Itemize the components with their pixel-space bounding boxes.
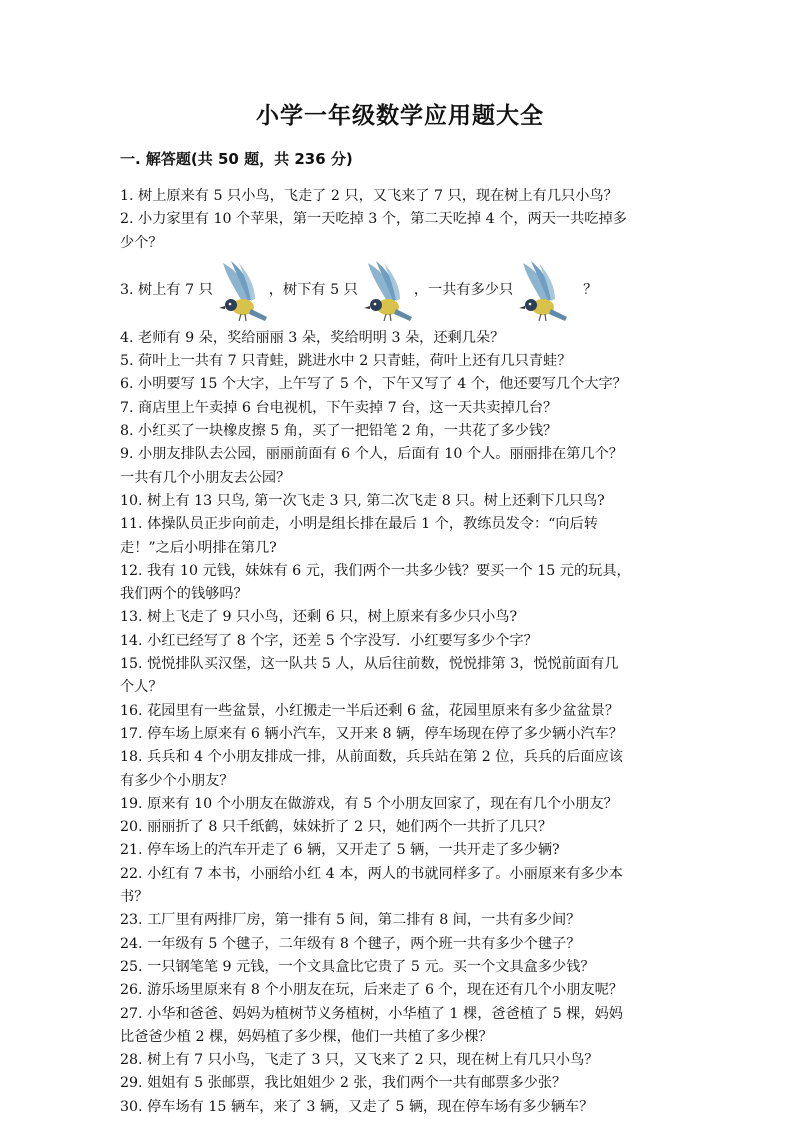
bird-icon [213,257,269,325]
question-3 [120,255,690,327]
question-3-part-1: 3. 树上有 7 只 [120,282,213,299]
question-16: 16. 花园里有一些盆景，小红搬走一半后还剩 6 盆，花园里原来有多少盆盆景？ [120,702,620,719]
question-2-line-1: 2. 小力家里有 10 个苹果，第一天吃掉 3 个，第二天吃掉 4 个，两天一共吃掉多 [120,211,627,228]
question-11-line-2: 走！”之后小明排在第几? [120,539,277,556]
question-list [120,185,690,1119]
question-13: 13. 树上飞走了 9 只小鸟，还剩 6 只，树上原来有多少只小鸟? [120,609,518,626]
question-20: 20. 丽丽折了 8 只千纸鹤，妹妹折了 2 只，她们两个一共折了几只？ [120,819,553,836]
question-9-line-2: 一共有几个小朋友去公园？ [120,469,291,486]
question-25: 25. 一只钢笔笔 9 元钱，一个文具盒比它贵了 5 元。买一个文具盒多少钱？ [120,958,595,975]
question-18-line-2: 有多少个小朋友？ [120,772,234,789]
question-27-line-2: 比爸爸少植 2 棵，妈妈植了多少棵，他们一共植了多少棵？ [120,1028,493,1045]
question-23: 23. 工厂里有两排厂房，第一排有 5 间，第二排有 8 间，一共有多少间？ [120,912,581,929]
question-12-line-2: 我们两个的钱够吗？ [120,586,248,603]
question-22-line-1: 22. 小红有 7 本书，小丽给小红 4 本，两人的书就同样多了。小丽原来有多少本 [120,865,623,882]
section-heading: 一. 解答题(共 50 题，共 236 分) [120,150,353,168]
question-24: 24. 一年级有 5 个毽子，二年级有 8 个毽子，两个班一共有多少个毽子？ [120,935,581,952]
question-3-part-3: ，一共有多少只 [413,282,514,299]
question-14: 14. 小红已经写了 8 个字，还差 5 个字没写．小红要写多少个字？ [120,632,538,649]
question-10: 10. 树上有 13 只鸟, 第一次飞走 3 只, 第二次飞走 8 只。树上还剩下几只鸟? [120,492,605,509]
question-17: 17. 停车场上原来有 6 辆小汽车，又开来 8 辆，停车场现在停了多少辆小汽车？ [120,725,623,742]
question-26: 26. 游乐场里原来有 8 个小朋友在玩，后来走了 6 个，现在还有几个小朋友呢？ [120,982,623,999]
question-2-line-2: 少个？ [120,234,163,251]
question-5: 5. 荷叶上一共有 7 只青蛙，跳进水中 2 只青蛙，荷叶上还有几只青蛙？ [120,353,572,370]
question-11-line-1: 11. 体操队员正步向前走，小明是组长排在最后 1 个，教练员发令：“向后转 [120,516,598,533]
question-22-line-2: 书？ [120,889,149,906]
question-28: 28. 树上有 7 只小鸟，飞走了 3 只，又飞来了 2 只，现在树上有几只小鸟？ [120,1052,599,1069]
question-7: 7. 商店里上午卖掉 6 台电视机，下午卖掉 7 台，这一天共卖掉几台？ [120,399,558,416]
question-9-line-1: 9. 小朋友排队去公园，丽丽前面有 6 个人，后面有 10 个人。丽丽排在第几个？ [120,446,623,463]
bird-icon [358,257,414,325]
question-12-line-1: 12. 我有 10 元钱，妹妹有 6 元，我们两个一共多少钱？要买一个 15 元的玩具， [120,562,631,579]
question-29: 29. 姐姐有 5 张邮票，我比姐姐少 2 张，我们两个一共有邮票多少张？ [120,1075,567,1092]
question-1: 1. 树上原来有 5 只小鸟，飞走了 2 只，又飞来了 7 只，现在树上有几只小鸟？ [120,188,618,204]
question-3-part-2: ，树下有 5 只 [268,282,358,299]
question-8: 8. 小红买了一块橡皮擦 5 角，买了一把铅笔 2 角，一共花了多少钱？ [120,423,558,440]
bird-icon [513,257,569,325]
question-19: 19. 原来有 10 个小朋友在做游戏，有 5 个小朋友回家了，现在有几个小朋友？ [120,795,618,812]
question-21: 21. 停车场上的汽车开走了 6 辆，又开走了 5 辆，一共开走了多少辆? [120,842,560,859]
question-30: 30. 停车场有 15 辆车，来了 3 辆，又走了 5 辆，现在停车场有多少辆车？ [120,1098,594,1115]
question-15-line-2: 个人？ [120,679,163,696]
question-18-line-1: 18. 兵兵和 4 个小朋友排成一排，从前面数，兵兵站在第 2 位，兵兵的后面应该 [120,749,623,766]
question-6: 6. 小明要写 15 个大字，上午写了 5 个，下午又写了 4 个，他还要写几个大字？ [120,376,627,393]
question-15-line-1: 15. 悦悦排队买汉堡，这一队共 5 人，从后往前数，悦悦排第 3，悦悦前面有几 [120,656,619,673]
question-3-part-4: ？ [583,282,598,299]
question-27-line-1: 27. 小华和爸爸、妈妈为植树节义务植树，小华植了 1 棵，爸爸植了 5 棵，妈妈 [120,1005,623,1022]
page-title: 小学一年级数学应用题大全 [256,103,544,129]
question-4: 4. 老师有 9 朵，奖给丽丽 3 朵，奖给明明 3 朵，还剩几朵？ [120,329,505,346]
